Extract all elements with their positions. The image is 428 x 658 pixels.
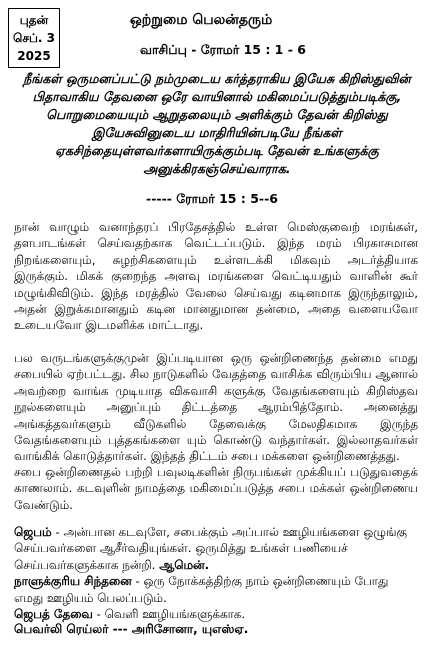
need-text: - வெளி ஊழியங்களுக்காக. xyxy=(92,607,246,622)
date-day: புதன் xyxy=(19,13,49,27)
reading-reference: வாசிப்பு - ரோமர் 15 : 1 - 6 xyxy=(140,42,306,57)
prayer-block xyxy=(14,524,418,573)
paragraph-1: நான் வாழும் வனாந்தரப் பிரதேசத்தில் உள்ள மெஸ்குவைற் மரங்கள், தளபாடங்கள் செய்வதற்காக வெட்டப்படும். இந்த மரம் பிரகாசமான நிறங்களையும், சுழற்சிகளையும் உள்ளடக்கி மிகவும் அடர்த்தியாக இருக்கும். மிகக் குறைந்த அளவு மரங்களை வெட்டியதும் வாளின் கூர் மழுங்கிவிடும். இந்த மரத்தில் வேலை செய்வது கடினமாக இருந்தாலும், அதன் இறுக்கமானதும் கடின மானதுமான தன்மை, அதை வளையவோ உடையவோ இடமளிக்க மாட்டாது. xyxy=(14,220,418,333)
prayer-label: ஜெபம் xyxy=(14,525,52,539)
key-verse-reference: ----- ரோமர் 15 : 5--6 xyxy=(146,191,278,206)
need-label: ஜெபத் தேவை xyxy=(14,607,93,622)
date-box xyxy=(8,8,60,68)
prayer-text: - அன்பான கடவுளே, சபைக்கும் அப்பால் ஊழியங்களை ஒழுங்கு செய்பவர்களை ஆசீர்வதியுங்கள். ஒருமித்து உங்கள் பணியைச் செய்பவர்களுக்காக நன்றி. xyxy=(14,525,407,572)
need-block xyxy=(14,606,418,622)
thought-block xyxy=(14,573,418,606)
paragraph-3: சபை ஒன்றிணைதல் பற்றி பவுலடிகளின் நிருபங்கள் முக்கியப் படுதுவதைக் காணலாம். கடவுளின் நாமத்தை மகிமைப்படுத்த சபை மக்கள் ஒன்றிணைய வேண்டும். xyxy=(14,465,418,512)
date-date: செப். 3 xyxy=(13,31,55,45)
closing-section xyxy=(14,524,418,622)
paragraph-2: பல வருடங்களுக்குமுன் இப்படியான ஒரு ஒன்றிணைந்த தன்மை எமது சபையில் ஏற்பட்டது. சில நாடுகளில் வேதத்தை வாசிக்க விரும்பிய ஆனால் அவற்றை வாங்க முடியாத விசுவாசி களுக்கு வேதங்களையும் கிறிஸ்தவ நூல்களையும் அனுப்பும் திட்டத்தை ஆரம்பித்தோம். அனைத்து அங்கத்தவர்களும் வீடுகளில் தேவைக்கு மேலதிகமாக இருந்த வேதங்களையும் புத்தகங்களை யும் கொண்டு வந்தார்கள். இல்லாதவர்கள் வாங்கிக் கொடுத்தார்கள். இந்தத் திட்டம் சபை மக்களை ஒன்றிணைத்தது. xyxy=(14,351,418,464)
thought-text: - ஒரு நோக்கத்திற்கு நாம் ஒன்றிணையும் போது எமது ஊழியம் பெலப்படும். xyxy=(14,574,389,605)
date-year: 2025 xyxy=(17,49,51,63)
author-attribution: பெவர்லி ரெய்லர் --- அரிசோனா, யுஎஸ்ஏ. xyxy=(14,622,249,636)
thought-label: நாளுக்குரிய சிந்தனை xyxy=(14,574,132,589)
key-verse: நீங்கள் ஒருமனப்பட்டு நம்முடைய கர்த்தராகிய இயேசு கிறிஸ்துவின் பிதாவாகிய தேவனை ஒரே வாயினால் மகிமைப்படுத்தும்படிக்கு, பொறுமையையும் ஆறுதலையும் அளிக்கும் தேவன் கிறிஸ்து இயேசுவினுடைய மாதிரியின்படியே நீங்கள் ஏகசிந்தையுள்ளவர்களாயிருக்கும்படி தேவன் உங்களுக்கு அனுக்கிரகஞ்செய்வாராக. xyxy=(23,71,411,176)
page-title: ஒற்றுமை பெலன்தரும் xyxy=(130,12,273,28)
prayer-amen: ஆமென். xyxy=(159,557,210,572)
